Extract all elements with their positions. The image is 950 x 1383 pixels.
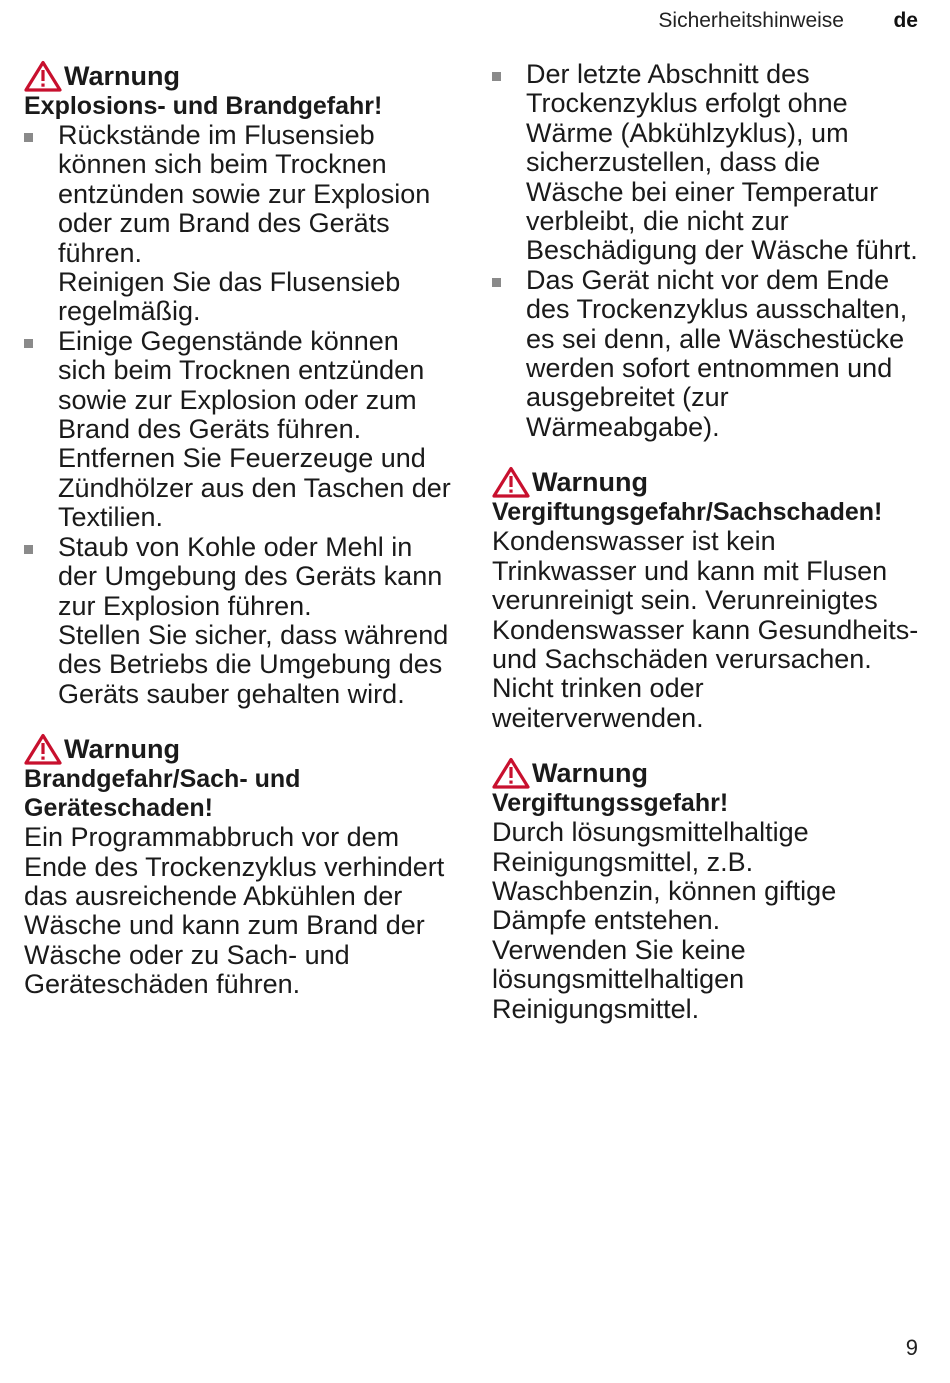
warning-heading <box>492 757 922 789</box>
warning-action: Nicht trinken oder weiterverwenden. <box>492 673 704 733</box>
item-text: Einige Gegenstände können sich beim Trocknen entzünden sowie zur Explosion oder zum Brand des Geräts führen. <box>58 325 425 445</box>
list-item <box>24 121 454 327</box>
item-text: Staub von Kohle oder Mehl in der Umgebung des Geräts kann zur Explosion führen. <box>58 531 443 621</box>
item-text: Rückstände im Flusensieb können sich beim Trocknen entzünden sowie zur Explosion oder zum Brand des Geräts führen. <box>58 120 431 268</box>
bullet-square-icon <box>24 339 33 348</box>
right-column <box>492 60 922 1048</box>
item-text: Der letzte Abschnitt des Trockenzyklus erfolgt ohne Wärme (Abkühlzyklus), um sicherzustellen, dass die Wäsche bei einer Temperatur verbleibt, die nicht zur Beschädigung der Wäsche führt. <box>526 59 918 266</box>
warning-label: Warnung <box>64 60 180 91</box>
page-header <box>0 8 950 38</box>
warning-subtitle: Vergiftungssgefahr! <box>492 789 729 818</box>
warning-label: Warnung <box>532 466 648 497</box>
bullet-list <box>492 60 922 442</box>
list-item <box>492 60 922 266</box>
language-code: de <box>893 9 918 32</box>
item-action: Stellen Sie sicher, dass während des Betriebs die Umgebung des Geräts sauber gehalten wird. <box>58 619 449 709</box>
left-column <box>24 60 454 1024</box>
item-text: Das Gerät nicht vor dem Ende des Trockenzyklus ausschalten, es sei denn, alle Wäschestücke werden sofort entnommen und ausgebreitet (zur Wärmeabgabe). <box>526 264 908 442</box>
page-number: 9 <box>905 1335 918 1360</box>
warning-label: Warnung <box>64 733 180 764</box>
warning-triangle-icon <box>492 466 530 498</box>
warning-triangle-icon <box>24 733 62 765</box>
list-item <box>24 327 454 533</box>
cooldown-notes <box>492 60 922 442</box>
bullet-list <box>24 121 454 709</box>
warning-block-poison <box>492 757 922 1024</box>
item-action: Reinigen Sie das Flusensieb regelmäßig. <box>58 267 401 327</box>
warning-block-poison-damage <box>492 466 922 733</box>
warning-action: Verwenden Sie keine lösungsmittelhaltigen Reinigungsmittel. <box>492 934 746 1024</box>
warning-triangle-icon <box>492 757 530 789</box>
warning-subtitle: Brandgefahr/Sach- und Geräteschaden! <box>24 765 301 823</box>
list-item <box>24 533 454 709</box>
bullet-square-icon <box>24 133 33 142</box>
warning-heading <box>24 733 454 765</box>
warning-body: Durch lösungsmittelhaltige Reinigungsmittel, z.B. Waschbenzin, können giftige Dämpfe entstehen. <box>492 817 837 936</box>
warning-body: Kondenswasser ist kein Trinkwasser und kann mit Flusen verunreinigt sein. Verunreinigtes Kondenswasser kann Gesundheits- und Sachschäden verursachen. <box>492 526 919 674</box>
warning-heading <box>492 466 922 498</box>
warning-body: Ein Programmabbruch vor dem Ende des Trockenzyklus verhindert das ausreichende Abkühlen der Wäsche und kann zum Brand der Wäsche oder zu Sach- und Geräteschäden führen. <box>24 822 445 1000</box>
item-action: Entfernen Sie Feuerzeuge und Zündhölzer aus den Taschen der Textilien. <box>58 443 451 533</box>
list-item <box>492 266 922 442</box>
section-title: Sicherheitshinweise <box>658 9 844 32</box>
warning-subtitle: Vergiftungsgefahr/Sachschaden! <box>492 498 883 527</box>
warning-subtitle: Explosions- und Brandgefahr! <box>24 92 383 120</box>
warning-triangle-icon <box>24 60 62 92</box>
warning-label: Warnung <box>532 757 648 788</box>
warning-heading <box>24 60 454 92</box>
warning-block-fire <box>24 733 454 999</box>
bullet-square-icon <box>24 545 33 554</box>
warning-block-explosion <box>24 60 454 709</box>
bullet-square-icon <box>492 278 501 287</box>
bullet-square-icon <box>492 72 501 81</box>
